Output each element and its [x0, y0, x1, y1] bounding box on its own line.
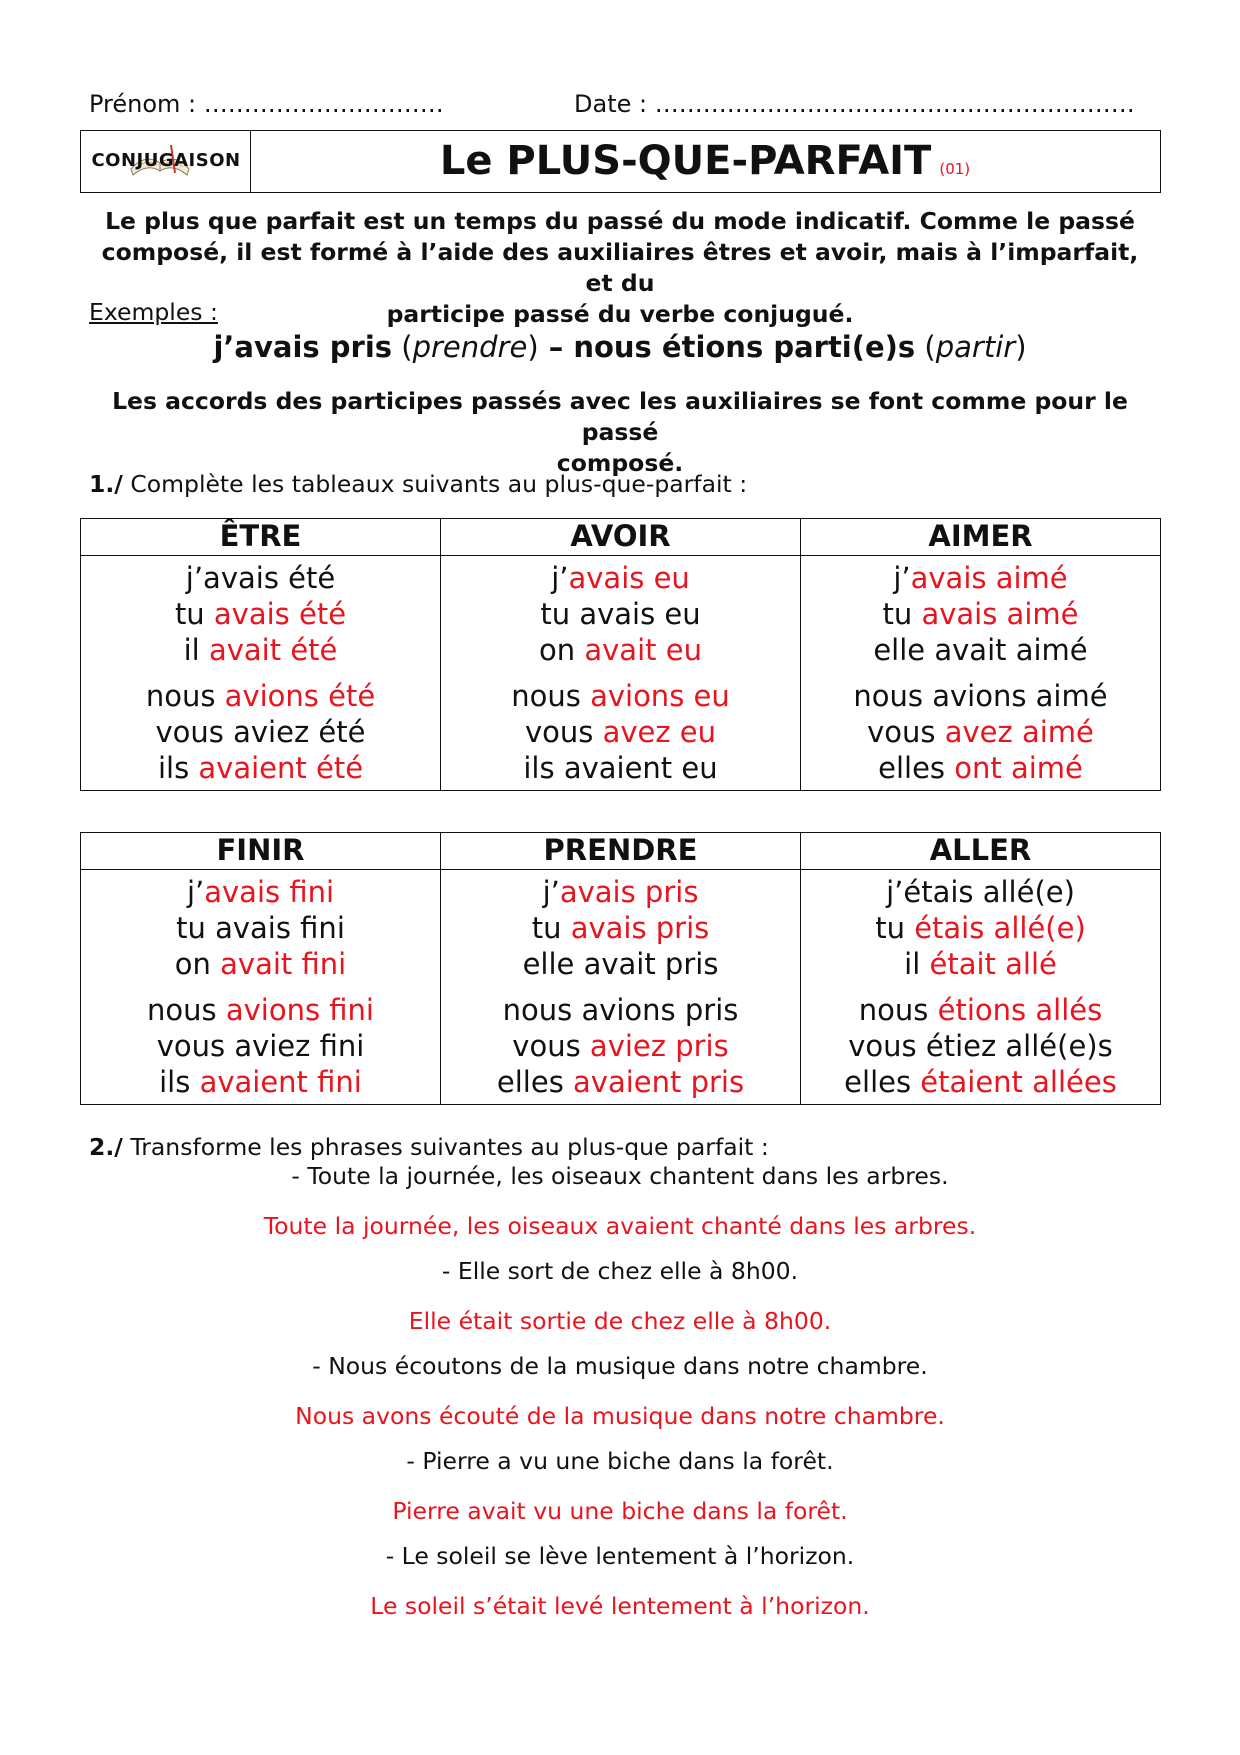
table-header-row — [81, 519, 1161, 556]
conjugation-line — [441, 1028, 800, 1064]
answer-text: ont aimé — [954, 751, 1083, 785]
pronoun-text: vous — [512, 1029, 590, 1063]
answer-text: avait fini — [220, 947, 347, 981]
answer-text: avaient fini — [199, 1065, 362, 1099]
conjugation-line — [81, 992, 440, 1028]
pronoun-text: vous aviez été — [155, 715, 366, 749]
conjugation-line — [441, 910, 800, 946]
sentence-answer: Pierre avait vu une biche dans la forêt. — [392, 1497, 848, 1525]
pronoun-text: j’avais été — [185, 561, 336, 595]
conjugation-line — [801, 1028, 1160, 1064]
answer-text: étais allé(e) — [914, 911, 1086, 945]
sentence-prompt: - Le soleil se lève lentement à l’horizon. — [385, 1542, 855, 1570]
pronoun-text: nous — [145, 679, 225, 713]
pronoun-text: elle avait aimé — [873, 633, 1088, 667]
pronoun-text: nous — [511, 679, 591, 713]
conjugation-cell — [441, 556, 801, 791]
conjugation-line — [81, 632, 440, 668]
table-body-row — [81, 556, 1161, 791]
prenom-field: Prénom : ………………………… — [89, 90, 444, 118]
pronoun-text: j’ — [893, 561, 911, 595]
conjugation-line — [801, 596, 1160, 632]
conjugation-line — [441, 596, 800, 632]
answer-text: étaient allées — [920, 1065, 1117, 1099]
title-box — [80, 130, 1161, 193]
conjugation-line — [441, 874, 800, 910]
examples-label: Exemples : — [89, 298, 218, 326]
pronoun-text: il — [183, 633, 209, 667]
column-header: AIMER — [801, 519, 1161, 556]
answer-text: avais pris — [570, 911, 710, 945]
conjugation-line — [441, 1064, 800, 1100]
date-field: Date : …………………………………………………… — [574, 90, 1135, 118]
pronoun-text: ils — [159, 1065, 200, 1099]
sentence-answer: Elle était sortie de chez elle à 8h00. — [408, 1307, 832, 1335]
table-header-row — [81, 833, 1161, 870]
conjugation-line — [801, 874, 1160, 910]
intro-line: composé, il est formé à l’aide des auxiliaires êtres et avoir, mais à l’imparfait, et du — [101, 238, 1139, 297]
pronoun-text: elles — [496, 1065, 574, 1099]
sentence-prompt: - Elle sort de chez elle à 8h00. — [441, 1257, 799, 1285]
example-2: nous étions parti(e)s — [573, 330, 916, 364]
column-header: ALLER — [801, 833, 1161, 870]
column-header: ÊTRE — [81, 519, 441, 556]
conjugation-line — [801, 714, 1160, 750]
answer-text: avais aimé — [910, 561, 1068, 595]
question-number: 2./ — [89, 1133, 123, 1161]
question-text: Complète les tableaux suivants au plus-que-parfait : — [122, 470, 748, 498]
pronoun-text: elle avait pris — [522, 947, 719, 981]
answer-text: avais été — [213, 597, 347, 631]
pronoun-text: ils avaient eu — [523, 751, 718, 785]
answer-text: avait été — [208, 633, 338, 667]
example-line: j’avais pris (prendre) – nous étions parti(e)s (partir) — [213, 330, 1027, 364]
answer-text: avait eu — [584, 633, 702, 667]
conjugation-cell — [801, 556, 1161, 791]
page-title — [251, 131, 1159, 192]
conjugation-table-1 — [80, 518, 1161, 791]
pronoun-text: il — [904, 947, 930, 981]
pronoun-text: nous — [858, 993, 938, 1027]
column-header: PRENDRE — [441, 833, 801, 870]
sentence-prompt: - Toute la journée, les oiseaux chantent dans les arbres. — [291, 1162, 949, 1190]
pronoun-text: tu — [882, 597, 922, 631]
question-1-title — [89, 470, 747, 498]
answer-text: étions allés — [937, 993, 1103, 1027]
pronoun-text: nous avions pris — [502, 993, 739, 1027]
conjugation-line — [81, 1064, 440, 1100]
conjugation-line — [81, 910, 440, 946]
pronoun-text: vous — [867, 715, 945, 749]
conjugation-line — [81, 750, 440, 786]
conjugation-line — [441, 750, 800, 786]
answer-text: aviez pris — [589, 1029, 729, 1063]
conjugation-line — [801, 678, 1160, 714]
sentence-prompt: - Pierre a vu une biche dans la forêt. — [406, 1447, 834, 1475]
column-header: FINIR — [81, 833, 441, 870]
conjugation-line — [441, 632, 800, 668]
conjugation-line — [441, 678, 800, 714]
pronoun-text: on — [539, 633, 585, 667]
conjugation-line — [81, 714, 440, 750]
conjugation-line — [81, 874, 440, 910]
pronoun-text: j’étais allé(e) — [886, 875, 1075, 909]
answer-text: avais fini — [204, 875, 335, 909]
answer-text: avaient pris — [573, 1065, 745, 1099]
logo-label: CONJUGAISON — [91, 150, 241, 171]
answer-text: était allé — [929, 947, 1057, 981]
pronoun-text: j’ — [542, 875, 560, 909]
conjugation-line — [801, 1064, 1160, 1100]
conjugation-cell — [81, 556, 441, 791]
conjugation-line — [801, 560, 1160, 596]
conjugation-line — [81, 596, 440, 632]
conjugation-cell — [441, 870, 801, 1105]
pronoun-text: vous aviez fini — [156, 1029, 365, 1063]
conjugation-line — [81, 678, 440, 714]
pronoun-text: tu — [531, 911, 571, 945]
conjugation-table-2 — [80, 832, 1161, 1105]
pronoun-text: elles — [844, 1065, 921, 1099]
question-text: Transforme les phrases suivantes au plus-que parfait : — [122, 1133, 769, 1161]
question-number: 1./ — [89, 470, 123, 498]
conjugation-cell — [801, 870, 1161, 1105]
title-text: Le PLUS-QUE-PARFAIT — [439, 138, 932, 184]
conjugation-line — [801, 992, 1160, 1028]
conjugaison-logo — [81, 131, 251, 192]
accords-note — [100, 386, 1140, 479]
example-separator: – — [538, 330, 574, 364]
answer-text: avais aimé — [921, 597, 1079, 631]
pronoun-text: vous étiez allé(e)s — [848, 1029, 1113, 1063]
conjugation-line — [81, 560, 440, 596]
answer-text: avais eu — [568, 561, 690, 595]
title-number: (01) — [939, 160, 971, 178]
sentence-answer: Toute la journée, les oiseaux avaient chanté dans les arbres. — [263, 1212, 977, 1240]
answer-text: avions fini — [225, 993, 374, 1027]
conjugation-line — [441, 560, 800, 596]
example-2-infinitive: partir — [935, 330, 1016, 364]
pronoun-text: on — [174, 947, 221, 981]
answer-text: avez eu — [602, 715, 717, 749]
pronoun-text: tu avais eu — [540, 597, 701, 631]
pronoun-text: ils — [157, 751, 199, 785]
header-line — [89, 90, 1164, 126]
pronoun-text: vous — [524, 715, 603, 749]
pronoun-text: tu — [174, 597, 214, 631]
column-header: AVOIR — [441, 519, 801, 556]
pronoun-text: j’ — [551, 561, 569, 595]
conjugation-line — [801, 946, 1160, 982]
conjugation-line — [801, 632, 1160, 668]
answer-text: avaient été — [198, 751, 364, 785]
question-2-title — [89, 1133, 769, 1161]
sentence-answer: Le soleil s’était levé lentement à l’horizon. — [370, 1592, 870, 1620]
conjugation-line — [801, 750, 1160, 786]
pronoun-text: nous — [147, 993, 226, 1027]
accords-line: Les accords des participes passés avec les auxiliaires se font comme pour le passé — [112, 387, 1128, 446]
answer-text: avais pris — [559, 875, 699, 909]
accords-line: composé. — [556, 449, 684, 477]
pronoun-text: elles — [878, 751, 955, 785]
conjugation-line — [81, 1028, 440, 1064]
pronoun-text: tu avais fini — [176, 911, 345, 945]
table-body-row — [81, 870, 1161, 1105]
answer-text: avez aimé — [944, 715, 1094, 749]
example-1-infinitive: prendre — [412, 330, 528, 364]
sentence-answer: Nous avons écouté de la musique dans notre chambre. — [295, 1402, 945, 1430]
conjugation-cell — [81, 870, 441, 1105]
answer-text: avions été — [224, 679, 376, 713]
intro-line: Le plus que parfait est un temps du passé du mode indicatif. Comme le passé — [105, 207, 1135, 235]
intro-line: participe passé du verbe conjugué. — [386, 300, 854, 328]
pronoun-text: j’ — [186, 875, 205, 909]
conjugation-line — [441, 946, 800, 982]
pronoun-text: nous avions aimé — [853, 679, 1108, 713]
intro-paragraph — [100, 206, 1140, 330]
conjugation-line — [441, 714, 800, 750]
conjugation-line — [441, 992, 800, 1028]
pronoun-text: tu — [875, 911, 915, 945]
answer-text: avions eu — [590, 679, 730, 713]
conjugation-line — [801, 910, 1160, 946]
example-1: j’avais pris — [213, 330, 393, 364]
sentence-prompt: - Nous écoutons de la musique dans notre chambre. — [312, 1352, 928, 1380]
conjugation-line — [81, 946, 440, 982]
